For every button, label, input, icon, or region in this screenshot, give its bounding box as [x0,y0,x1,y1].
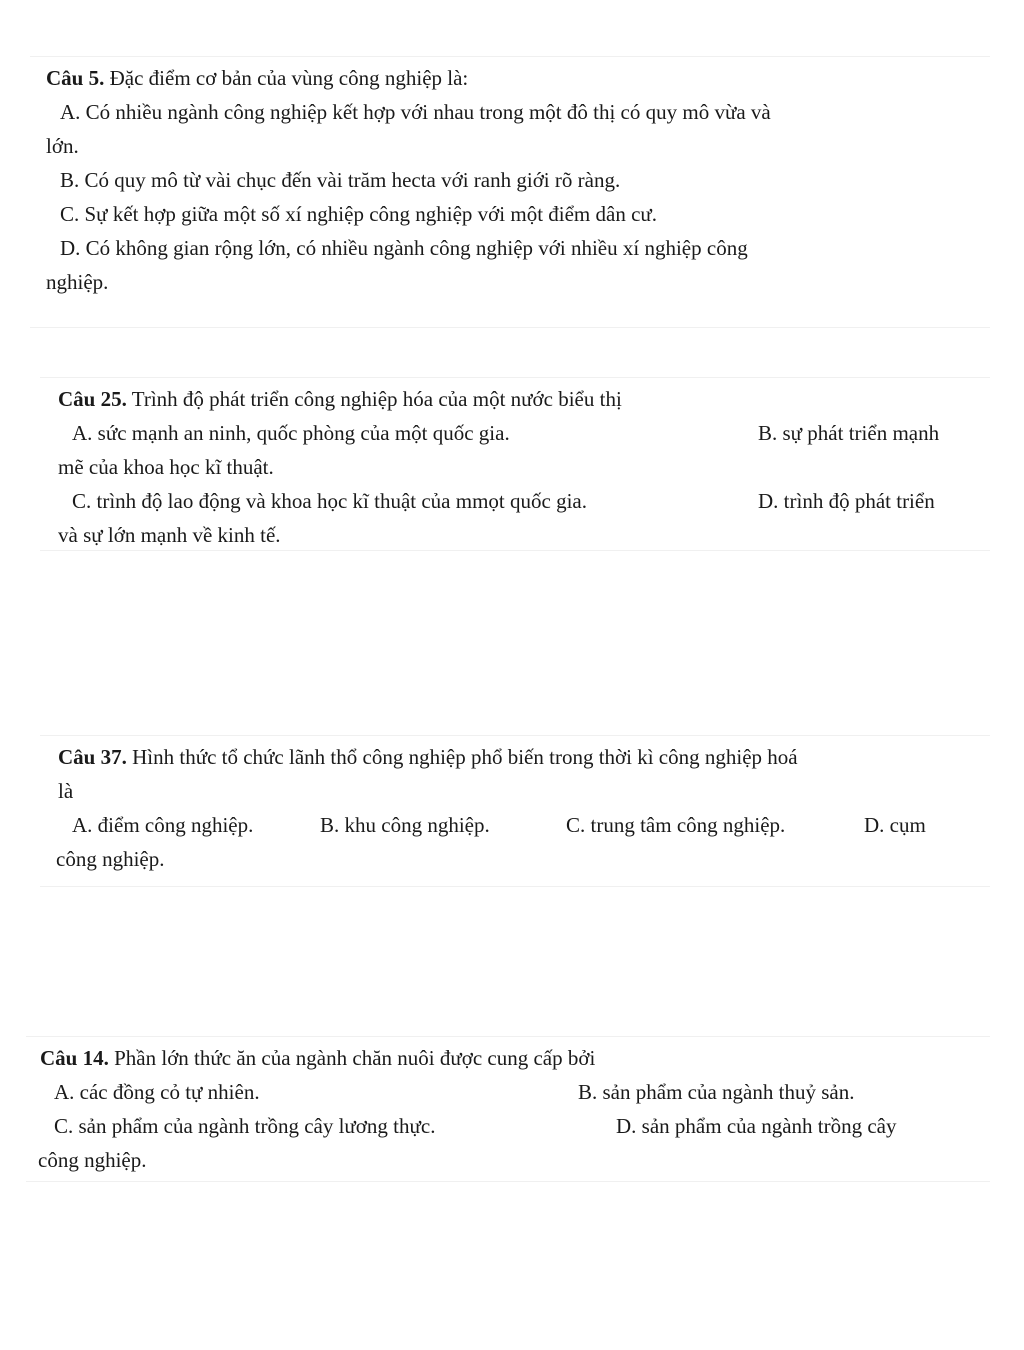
question-37-row-abcd [40,808,990,842]
question-37-stem-text: Hình thức tổ chức lãnh thổ công nghiệp phổ biến trong thời kì công nghiệp hoá [132,745,798,769]
question-5-option-a-cont [46,129,990,163]
question-14-number: Câu 14. [40,1046,109,1070]
question-37-number: Câu 37. [58,745,127,769]
option-d-line2: công nghiệp. [56,847,165,871]
question-5-option-d [60,231,990,265]
question-37-option-c: C. trung tâm công nghiệp. [566,813,786,837]
question-14-option-c: C. sản phẩm của ngành trồng cây lương thực. [54,1114,436,1138]
question-25-option-b: B. sự phát triển mạnh [758,421,940,445]
option-a-line2: lớn. [46,134,79,158]
question-5-stem [46,61,990,95]
question-37 [40,735,990,887]
question-14-option-a: A. các đồng cỏ tự nhiên. [54,1080,260,1104]
question-5-option-a [60,95,990,129]
question-14-option-d-cont [38,1143,990,1177]
question-25-option-c: C. trình độ lao động và khoa học kĩ thuật của mmọt quốc gia. [72,489,587,513]
question-37-stem-line2: là [58,779,74,803]
question-5-stem-text: Đặc điểm cơ bản của vùng công nghiệp là: [109,66,469,90]
question-14-row-cd [26,1109,990,1143]
option-c-text: C. Sự kết hợp giữa một số xí nghiệp công nghiệp với một điểm dân cư. [60,202,658,226]
option-d-line1: D. Có không gian rộng lớn, có nhiều ngành công nghiệp với nhiều xí nghiệp công [60,236,748,260]
option-b-text: B. Có quy mô từ vài chục đến vài trăm hecta với ranh giới rõ ràng. [60,168,621,192]
question-14 [26,1036,990,1182]
question-5-option-c [60,197,990,231]
question-14-option-d: D. sản phẩm của ngành trồng cây [616,1114,897,1138]
option-a-line1: A. Có nhiều ngành công nghiệp kết hợp với nhau trong một đô thị có quy mô vừa và [60,100,771,124]
question-25-row-cd [40,484,990,518]
question-14-option-b: B. sản phẩm của ngành thuỷ sản. [578,1080,855,1104]
question-14-stem-text: Phần lớn thức ăn của ngành chăn nuôi được cung cấp bởi [114,1046,596,1070]
question-25-option-d-cont [58,518,990,552]
option-b-line2: mẽ của khoa học kĩ thuật. [58,455,274,479]
question-25-stem [58,382,990,416]
question-5-option-b [60,163,990,197]
question-14-row-ab [26,1075,990,1109]
question-37-stem-cont [58,774,990,808]
question-25 [40,377,990,551]
question-25-row-ab [40,416,990,450]
option-d-line2: công nghiệp. [38,1148,147,1172]
question-25-number: Câu 25. [58,387,127,411]
option-d-line2: nghiệp. [46,270,109,294]
option-d-line2: và sự lớn mạnh về kinh tế. [58,523,281,547]
question-5 [30,56,990,328]
question-25-stem-text: Trình độ phát triển công nghiệp hóa của một nước biểu thị [131,387,622,411]
question-37-stem [58,740,990,774]
question-25-option-b-cont [58,450,990,484]
question-14-stem [40,1041,990,1075]
question-37-option-d-cont [56,842,990,876]
question-5-number: Câu 5. [46,66,105,90]
question-37-option-d: D. cụm [864,813,926,837]
question-25-option-a: A. sức mạnh an ninh, quốc phòng của một quốc gia. [72,421,510,445]
question-25-option-d: D. trình độ phát triển [758,489,935,513]
question-37-option-a: A. điểm công nghiệp. [72,813,254,837]
question-37-option-b: B. khu công nghiệp. [320,813,490,837]
question-5-option-d-cont [46,265,990,299]
